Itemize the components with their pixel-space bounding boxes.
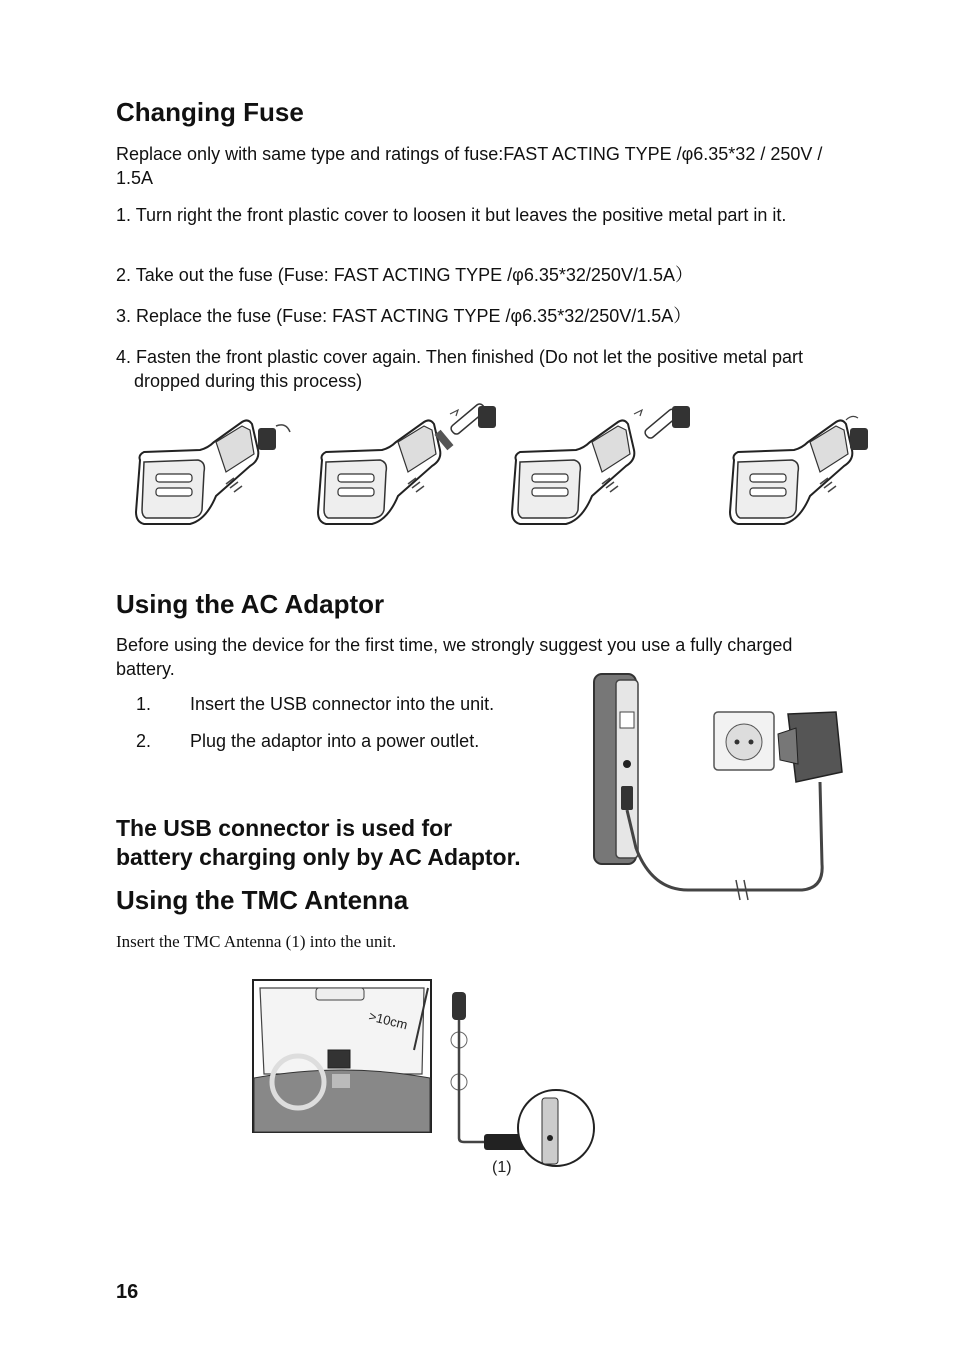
usb-note-line-2: battery charging only by AC Adaptor.	[116, 844, 521, 870]
fuse-step-1: 1. Turn right the front plastic cover to loosen it but leaves the positive metal part in it.	[116, 205, 787, 225]
fuse-step-image-2	[318, 402, 496, 524]
ac-item-1-text: Insert the USB connector into the unit.	[190, 694, 495, 714]
usb-note	[116, 814, 521, 872]
ac-intro: Before using the device for the first time, we strongly suggest you use a fully charged battery.	[116, 635, 793, 679]
tmc-antenna-illustration	[252, 978, 602, 1178]
section-title-ac-adaptor: Using the AC Adaptor	[116, 589, 385, 619]
usb-note-line-1: The USB connector is used for	[116, 815, 453, 841]
distance-label: >10cm	[367, 1008, 410, 1033]
ac-item-2-number: 2.	[136, 731, 152, 751]
antenna-suction-cup	[452, 992, 466, 1020]
section-title-changing-fuse: Changing Fuse	[116, 97, 304, 127]
fuse-step-2: 2. Take out the fuse (Fuse: FAST ACTING TYPE /φ6.35*32/250V/1.5A）	[116, 265, 693, 285]
ac-item-2-text: Plug the adaptor into a power outlet.	[190, 731, 480, 751]
gps-on-dash	[328, 1050, 350, 1068]
page-number: 16	[116, 1281, 139, 1303]
fuse-step-image-3	[512, 406, 690, 524]
ac-item-1-number: 1.	[136, 694, 152, 714]
section-title-tmc-antenna: Using the TMC Antenna	[116, 885, 409, 915]
fuse-step-4: 4. Fasten the front plastic cover again. Then finished (Do not let the positive metal part dropped during this process)	[116, 347, 804, 391]
callout-label-1: (1)	[492, 1159, 512, 1176]
adaptor-cable	[627, 782, 822, 890]
fuse-steps-illustration	[130, 400, 870, 535]
fuse-step-3: 3. Replace the fuse (Fuse: FAST ACTING TYPE /φ6.35*32/250V/1.5A）	[116, 306, 692, 326]
ac-adaptor-illustration	[580, 668, 850, 908]
tmc-intro: Insert the TMC Antenna (1) into the unit.	[116, 932, 397, 951]
fuse-intro: Replace only with same type and ratings of fuse:FAST ACTING TYPE /φ6.35*32 / 250V / 1.5A	[116, 144, 823, 188]
fuse-step-image-4	[730, 416, 868, 524]
fuse-step-image-1	[136, 420, 290, 524]
